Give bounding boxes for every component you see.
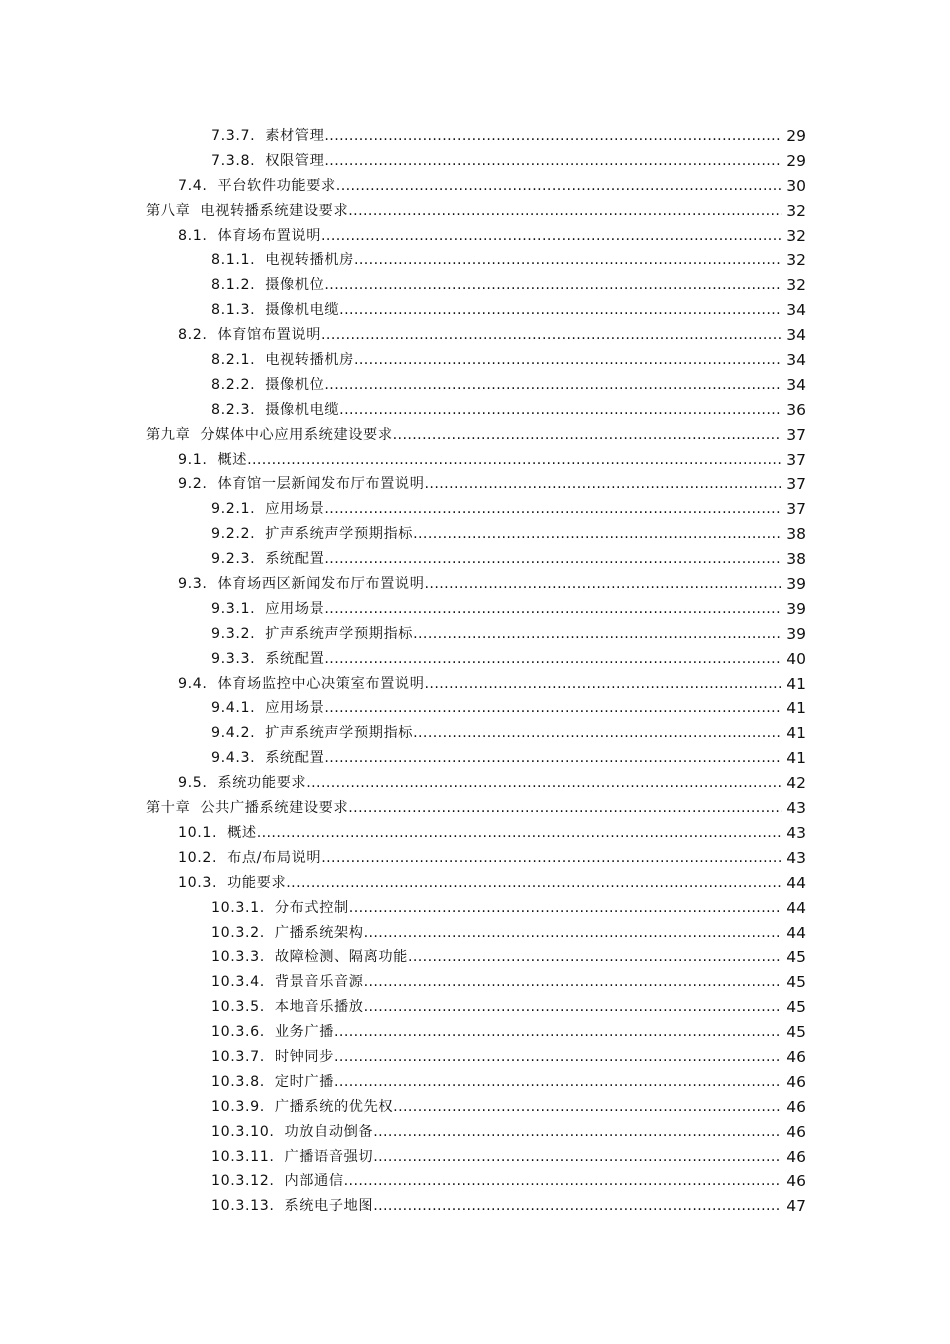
toc-entry[interactable] xyxy=(0,174,950,199)
toc-entry[interactable] xyxy=(0,871,950,896)
toc-entry-number: 9.4.2. xyxy=(211,725,256,742)
toc-entry-page: 44 xyxy=(786,898,806,917)
toc-entry-number: 10.3.5. xyxy=(211,999,265,1016)
toc-entry-number: 8.2. xyxy=(178,327,208,344)
toc-entry[interactable] xyxy=(0,398,950,423)
toc-entry-number: 第八章 xyxy=(146,202,191,219)
toc-entry-label xyxy=(211,647,782,672)
toc-entry-title: 时钟同步 xyxy=(274,1048,334,1065)
toc-entry[interactable] xyxy=(0,696,950,721)
toc-entry-title: 应用场景 xyxy=(265,501,325,518)
toc-entry-page: 29 xyxy=(786,151,806,170)
toc-entry[interactable] xyxy=(0,547,950,572)
toc-entry-number: 9.4.3. xyxy=(211,750,256,767)
toc-entry-label xyxy=(211,1020,782,1045)
toc-entry-title: 体育场布置说明 xyxy=(217,227,321,244)
toc-entry-page: 34 xyxy=(786,301,806,320)
toc-entry-number: 10.3.10. xyxy=(211,1123,275,1140)
toc-entry-page: 32 xyxy=(786,276,806,295)
toc-entry-label xyxy=(178,871,782,896)
toc-entry[interactable] xyxy=(0,945,950,970)
toc-entry[interactable] xyxy=(0,1194,950,1219)
toc-entry-title: 本地音乐播放 xyxy=(274,999,364,1016)
toc-entry-title: 扩声系统声学预期指标 xyxy=(265,526,414,543)
toc-entry-title: 摄像机电缆 xyxy=(265,302,340,319)
toc-entry-title: 应用场景 xyxy=(265,700,325,717)
toc-entry-page: 41 xyxy=(786,749,806,768)
toc-entry[interactable] xyxy=(0,1145,950,1170)
toc-entry[interactable] xyxy=(0,672,950,697)
toc-entry-number: 7.3.8. xyxy=(211,152,256,169)
toc-entry-label xyxy=(146,423,782,448)
toc-entry-number: 9.3.1. xyxy=(211,600,256,617)
toc-entry[interactable] xyxy=(0,921,950,946)
toc-entry-title: 公共广播系统建设要求 xyxy=(200,800,349,817)
toc-entry[interactable] xyxy=(0,721,950,746)
table-of-contents xyxy=(0,124,950,1219)
toc-entry-number: 8.2.2. xyxy=(211,376,256,393)
toc-entry-page: 46 xyxy=(786,1147,806,1166)
toc-entry-title: 电视转播机房 xyxy=(265,352,354,369)
toc-entry-page: 44 xyxy=(786,923,806,942)
toc-entry-number: 10.3.11. xyxy=(211,1148,275,1165)
toc-entry-page: 39 xyxy=(786,624,806,643)
toc-entry[interactable] xyxy=(0,149,950,174)
toc-entry-title: 摄像机位 xyxy=(265,376,325,393)
toc-entry[interactable] xyxy=(0,298,950,323)
toc-entry-number: 9.2.2. xyxy=(211,526,256,543)
toc-entry-title: 故障检测、隔离功能 xyxy=(274,949,408,966)
toc-entry[interactable] xyxy=(0,995,950,1020)
toc-entry-number: 9.4. xyxy=(178,675,208,692)
toc-entry-page: 32 xyxy=(786,251,806,270)
toc-entry-title: 分布式控制 xyxy=(274,899,349,916)
toc-entry-page: 47 xyxy=(786,1197,806,1216)
toc-entry-label xyxy=(211,1194,782,1219)
toc-entry-number: 10.3. xyxy=(178,874,218,891)
toc-entry-number: 第十章 xyxy=(146,800,191,817)
toc-entry-page: 37 xyxy=(786,450,806,469)
toc-entry-page: 41 xyxy=(786,724,806,743)
toc-entry[interactable] xyxy=(0,597,950,622)
toc-entry-title: 广播系统的优先权 xyxy=(274,1098,394,1115)
toc-entry-number: 10.2. xyxy=(178,849,218,866)
toc-entry-page: 45 xyxy=(786,998,806,1017)
toc-entry-label xyxy=(211,248,782,273)
toc-entry-number: 9.2.1. xyxy=(211,501,256,518)
toc-entry-title: 电视转播机房 xyxy=(265,252,354,269)
toc-entry-number: 10.3.1. xyxy=(211,899,265,916)
toc-entry[interactable] xyxy=(0,1169,950,1194)
toc-entry[interactable] xyxy=(0,522,950,547)
toc-entry-number: 10.3.3. xyxy=(211,949,265,966)
toc-entry[interactable] xyxy=(0,348,950,373)
toc-entry[interactable] xyxy=(0,572,950,597)
toc-entry-label xyxy=(178,472,782,497)
toc-entry-page: 37 xyxy=(786,475,806,494)
toc-entry-title: 体育馆一层新闻发布厅布置说明 xyxy=(217,476,425,493)
toc-entry-label xyxy=(211,497,782,522)
toc-entry-number: 第九章 xyxy=(146,426,191,443)
toc-entry-label xyxy=(211,149,782,174)
toc-entry-title: 权限管理 xyxy=(265,152,325,169)
toc-entry-title: 布点/布局说明 xyxy=(227,849,322,866)
toc-entry-title: 系统配置 xyxy=(265,650,325,667)
toc-entry-label xyxy=(211,298,782,323)
toc-entry[interactable] xyxy=(0,821,950,846)
toc-entry-label xyxy=(146,199,782,224)
toc-entry-number: 10.3.13. xyxy=(211,1198,275,1215)
toc-entry-label xyxy=(211,1045,782,1070)
toc-entry-title: 广播语音强切 xyxy=(284,1148,374,1165)
toc-entry[interactable] xyxy=(0,1020,950,1045)
toc-entry[interactable] xyxy=(0,896,950,921)
toc-entry[interactable] xyxy=(0,448,950,473)
toc-entry-title: 素材管理 xyxy=(265,128,325,144)
toc-entry-title: 平台软件功能要求 xyxy=(217,177,336,194)
toc-entry-page: 45 xyxy=(786,948,806,967)
toc-entry-label xyxy=(211,348,782,373)
toc-entry-label xyxy=(211,398,782,423)
toc-entry-page: 46 xyxy=(786,1097,806,1116)
toc-entry[interactable] xyxy=(0,199,950,224)
toc-entry-label xyxy=(211,721,782,746)
toc-entry-number: 8.2.3. xyxy=(211,401,256,418)
toc-entry-title: 体育馆布置说明 xyxy=(217,327,321,344)
toc-entry[interactable] xyxy=(0,124,950,149)
toc-entry[interactable] xyxy=(0,970,950,995)
toc-entry-page: 34 xyxy=(786,375,806,394)
toc-entry[interactable] xyxy=(0,472,950,497)
toc-entry-number: 9.3.2. xyxy=(211,625,256,642)
toc-entry-page: 40 xyxy=(786,649,806,668)
toc-entry-number: 9.1. xyxy=(178,451,208,468)
toc-entry-number: 10.3.9. xyxy=(211,1098,265,1115)
toc-entry-title: 摄像机位 xyxy=(265,277,325,294)
toc-entry-label xyxy=(178,174,782,199)
toc-entry-label xyxy=(211,273,782,298)
toc-entry-number: 9.3. xyxy=(178,576,208,593)
toc-entry-title: 功放自动倒备 xyxy=(284,1123,374,1140)
toc-entry-page: 46 xyxy=(786,1047,806,1066)
toc-entry[interactable] xyxy=(0,1120,950,1145)
toc-entry-title: 系统配置 xyxy=(265,551,325,568)
toc-entry-page: 32 xyxy=(786,201,806,220)
toc-entry-title: 扩声系统声学预期指标 xyxy=(265,625,414,642)
toc-entry-page: 29 xyxy=(786,127,806,145)
toc-entry-page: 39 xyxy=(786,575,806,594)
toc-entry[interactable] xyxy=(0,323,950,348)
toc-entry-number: 8.1.1. xyxy=(211,252,256,269)
toc-entry-title: 电视转播系统建设要求 xyxy=(200,202,349,219)
toc-entry-label xyxy=(211,124,782,149)
toc-entry-number: 10.3.2. xyxy=(211,924,265,941)
toc-entry-page: 30 xyxy=(786,176,806,195)
toc-entry-page: 43 xyxy=(786,848,806,867)
toc-entry-label xyxy=(211,696,782,721)
toc-entry-number: 9.2.3. xyxy=(211,551,256,568)
toc-entry-page: 42 xyxy=(786,774,806,793)
toc-entry-label xyxy=(178,771,782,796)
toc-entry-page: 39 xyxy=(786,599,806,618)
toc-entry-label xyxy=(211,1145,782,1170)
toc-entry-number: 10.3.12. xyxy=(211,1173,275,1190)
toc-entry-title: 业务广播 xyxy=(274,1024,334,1041)
toc-entry-title: 概述 xyxy=(227,824,257,841)
toc-entry[interactable] xyxy=(0,1045,950,1070)
toc-entry-title: 功能要求 xyxy=(227,874,287,891)
toc-entry-label xyxy=(211,1169,782,1194)
toc-entry-number: 7.4. xyxy=(178,177,208,194)
toc-entry-page: 32 xyxy=(786,226,806,245)
toc-entry-page: 43 xyxy=(786,823,806,842)
toc-entry-label xyxy=(146,796,782,821)
toc-entry[interactable] xyxy=(0,423,950,448)
toc-entry-number: 8.1. xyxy=(178,227,208,244)
toc-entry-label xyxy=(211,995,782,1020)
toc-entry-label xyxy=(178,224,782,249)
toc-entry-title: 扩声系统声学预期指标 xyxy=(265,725,414,742)
toc-entry-label xyxy=(211,597,782,622)
toc-entry-label xyxy=(211,1095,782,1120)
toc-entry-label xyxy=(211,1120,782,1145)
toc-entry-title: 背景音乐音源 xyxy=(274,974,364,991)
toc-entry[interactable] xyxy=(0,846,950,871)
toc-entry-number: 9.2. xyxy=(178,476,208,493)
toc-entry-label xyxy=(211,896,782,921)
toc-entry-page: 34 xyxy=(786,326,806,345)
toc-entry-label xyxy=(211,746,782,771)
toc-entry[interactable] xyxy=(0,224,950,249)
toc-entry-title: 应用场景 xyxy=(265,600,325,617)
toc-entry-label xyxy=(178,821,782,846)
toc-entry-number: 9.4.1. xyxy=(211,700,256,717)
toc-entry-title: 系统配置 xyxy=(265,750,325,767)
toc-entry-page: 45 xyxy=(786,973,806,992)
toc-entry-label xyxy=(211,1070,782,1095)
toc-entry-label xyxy=(211,547,782,572)
toc-entry-title: 分媒体中心应用系统建设要求 xyxy=(200,426,393,443)
toc-entry-label xyxy=(211,622,782,647)
toc-entry-label xyxy=(211,921,782,946)
toc-entry-title: 定时广播 xyxy=(274,1073,334,1090)
toc-entry-label xyxy=(178,846,782,871)
toc-entry[interactable] xyxy=(0,497,950,522)
toc-entry-label xyxy=(178,448,782,473)
toc-entry-page: 44 xyxy=(786,873,806,892)
toc-entry-label xyxy=(211,373,782,398)
toc-entry-number: 10.3.6. xyxy=(211,1024,265,1041)
toc-entry-label xyxy=(178,572,782,597)
toc-entry-page: 38 xyxy=(786,525,806,544)
toc-entry-label xyxy=(178,672,782,697)
toc-entry[interactable] xyxy=(0,273,950,298)
toc-entry-title: 系统电子地图 xyxy=(284,1198,374,1215)
toc-entry-title: 体育场西区新闻发布厅布置说明 xyxy=(217,576,425,593)
toc-entry[interactable] xyxy=(0,248,950,273)
toc-entry-title: 广播系统架构 xyxy=(274,924,364,941)
toc-entry-page: 37 xyxy=(786,500,806,519)
toc-entry-page: 46 xyxy=(786,1072,806,1091)
toc-entry-page: 34 xyxy=(786,351,806,370)
toc-entry-number: 9.3.3. xyxy=(211,650,256,667)
toc-entry[interactable] xyxy=(0,796,950,821)
toc-entry-number: 8.1.2. xyxy=(211,277,256,294)
toc-entry[interactable] xyxy=(0,647,950,672)
toc-entry-number: 10.1. xyxy=(178,824,218,841)
toc-entry-number: 9.5. xyxy=(178,775,208,792)
toc-entry-page: 36 xyxy=(786,400,806,419)
toc-entry-page: 45 xyxy=(786,1023,806,1042)
toc-entry[interactable] xyxy=(0,771,950,796)
toc-entry-label xyxy=(211,522,782,547)
toc-entry-title: 系统功能要求 xyxy=(217,775,307,792)
toc-entry-label xyxy=(211,970,782,995)
toc-entry[interactable] xyxy=(0,1070,950,1095)
toc-entry-page: 38 xyxy=(786,550,806,569)
toc-entry[interactable] xyxy=(0,373,950,398)
toc-entry-number: 10.3.8. xyxy=(211,1073,265,1090)
toc-entry-number: 7.3.7. xyxy=(211,128,256,144)
toc-entry-page: 37 xyxy=(786,425,806,444)
toc-entry-page: 43 xyxy=(786,799,806,818)
toc-entry[interactable] xyxy=(0,746,950,771)
toc-entry-title: 内部通信 xyxy=(284,1173,344,1190)
toc-entry-title: 概述 xyxy=(217,451,248,468)
toc-entry-number: 10.3.7. xyxy=(211,1048,265,1065)
toc-entry-number: 8.2.1. xyxy=(211,352,256,369)
toc-entry-title: 摄像机电缆 xyxy=(265,401,340,418)
toc-entry[interactable] xyxy=(0,622,950,647)
toc-entry-label xyxy=(211,945,782,970)
toc-entry-number: 10.3.4. xyxy=(211,974,265,991)
toc-entry-title: 体育场监控中心决策室布置说明 xyxy=(217,675,425,692)
toc-entry[interactable] xyxy=(0,1095,950,1120)
toc-entry-page: 46 xyxy=(786,1172,806,1191)
toc-entry-page: 41 xyxy=(786,674,806,693)
toc-entry-page: 41 xyxy=(786,699,806,718)
toc-entry-label xyxy=(178,323,782,348)
toc-entry-number: 8.1.3. xyxy=(211,302,256,319)
toc-entry-page: 46 xyxy=(786,1122,806,1141)
